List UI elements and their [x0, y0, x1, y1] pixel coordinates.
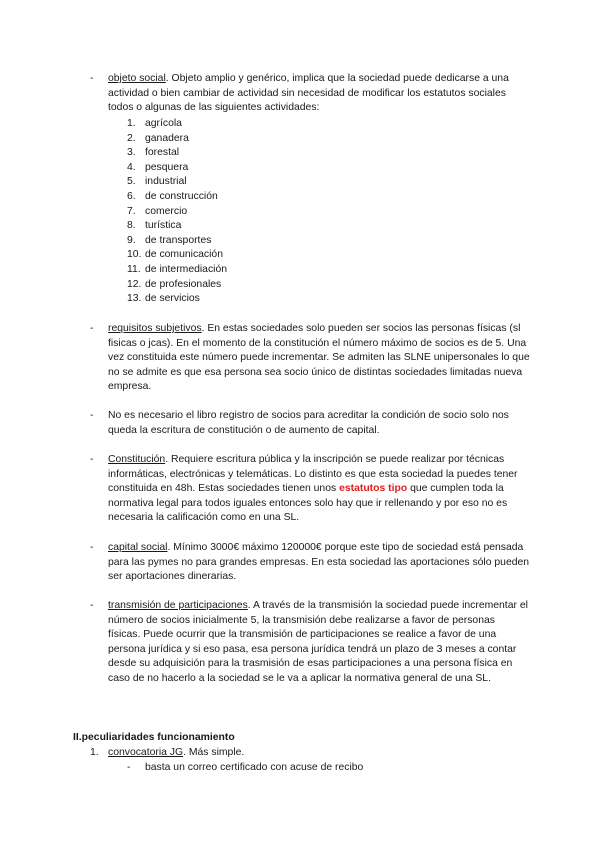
capital-social-term: capital social	[108, 542, 168, 553]
requisitos-subjetivos-text: . En estas sociedades solo pueden ser socios las personas físicas (sl fisicas o jcas). En el momento de la constitución el número máximo de socios es de 5. Una vez constituida este número puede incrementar. Se admiten las SLNE unipersonales lo que no se admite es que esa persona sea socio único de distintas sociedades limitadas nueva empresa.	[108, 323, 530, 393]
list-label: turística	[145, 220, 182, 232]
activities-list	[127, 117, 227, 307]
transmision-paragraph	[108, 599, 530, 687]
objeto-social-term: objeto social	[108, 73, 166, 84]
convocatoria-subitem-text: basta un correo certificado con acuse de recibo	[145, 762, 364, 773]
list-item	[127, 292, 227, 307]
list-label: de comunicación	[145, 249, 223, 261]
objeto-social-item	[90, 72, 530, 116]
list-label: de intermediación	[145, 263, 228, 275]
constitucion-paragraph	[108, 453, 530, 526]
list-item	[127, 234, 227, 249]
list-number: 6.	[127, 190, 136, 202]
constitucion-text-after: que cumplen toda la normativa legal para todos iguales entonces solo hay que ir rellenando y por eso no es necesaria la calificación como en una SL.	[108, 483, 508, 524]
transmision-item	[90, 599, 530, 687]
list-number: 5.	[127, 176, 136, 188]
list-label: industrial	[145, 176, 187, 188]
list-number: 9.	[127, 234, 136, 246]
bullet-dash: -	[90, 73, 94, 84]
list-number: 1.	[90, 747, 99, 758]
bullet-dash: -	[90, 323, 94, 334]
list-label: ganadera	[145, 132, 189, 144]
convocatoria-term: convocatoria JG	[108, 747, 184, 758]
list-label: de servicios	[145, 293, 200, 305]
section-heading: II.peculiaridades funcionamiento	[73, 732, 235, 743]
capital-social-paragraph	[108, 541, 530, 585]
list-item	[127, 263, 227, 278]
bullet-dash: -	[90, 600, 94, 611]
list-item	[127, 175, 227, 190]
bullet-dash: -	[127, 762, 131, 773]
list-number: 10.	[127, 249, 142, 261]
estatutos-tipo-highlight: estatutos tipo	[339, 483, 408, 495]
list-label: pesquera	[145, 161, 189, 173]
capital-social-item	[90, 541, 530, 585]
list-label: de construcción	[145, 190, 218, 202]
list-number: 8.	[127, 220, 136, 232]
bullet-dash: -	[90, 542, 94, 553]
requisitos-subjetivos-paragraph	[108, 322, 530, 395]
list-item	[127, 190, 227, 205]
list-number: 4.	[127, 161, 136, 173]
list-item	[127, 132, 227, 147]
list-item	[127, 146, 227, 161]
bullet-dash: -	[90, 454, 94, 465]
libro-registro-paragraph: No es necesario el libro registro de socios para acreditar la condición de socio solo nos queda la escritura de constitución o de aumento de capital.	[108, 410, 509, 436]
objeto-social-paragraph	[108, 72, 530, 116]
list-number: 13.	[127, 293, 142, 305]
list-item	[127, 117, 227, 132]
convocatoria-subitem	[127, 761, 363, 776]
objeto-social-text: . Objeto amplio y genérico, implica que la sociedad puede dedicarse a una actividad o bien cambiar de actividad sin necesidad de modificar los estatutos sociales todos o algunas de las siguientes actividades:	[108, 73, 509, 114]
convocatoria-text: . Más simple.	[183, 747, 245, 758]
list-number: 2.	[127, 132, 136, 144]
requisitos-subjetivos-item	[90, 322, 530, 395]
libro-registro-item	[90, 409, 530, 438]
list-label: de profesionales	[145, 278, 222, 290]
constitucion-text-before: . Requiere escritura pública y la inscripción se puede realizar por técnicas informáticas, electrónicas y telemáticas. Lo distinto es que esta sociedad la puedes tener constituida en 48h. Estas sociedades tienen unos	[108, 454, 518, 495]
requisitos-subjetivos-term: requisitos subjetivos	[108, 323, 202, 334]
list-number: 12.	[127, 278, 142, 290]
list-number: 11.	[127, 263, 141, 275]
list-label: agrícola	[145, 118, 182, 129]
list-item	[127, 205, 227, 220]
list-number: 1.	[127, 118, 136, 129]
list-number: 3.	[127, 147, 136, 159]
list-item	[127, 219, 227, 234]
bullet-dash: -	[90, 410, 94, 421]
convocatoria-item	[90, 746, 244, 761]
list-item	[127, 161, 227, 176]
list-label: forestal	[145, 147, 180, 159]
list-label: comercio	[145, 205, 188, 217]
transmision-term: transmisión de participaciones	[108, 600, 248, 611]
constitucion-term: Constitución	[108, 454, 166, 465]
capital-social-text: . Mínimo 3000€ máximo 120000€ porque este tipo de sociedad está pensada para las pymes no para grandes empresas. En esta sociedad las aportaciones sólo pueden ser aportaciones dinerarias.	[108, 542, 530, 583]
list-number: 7.	[127, 205, 136, 217]
transmision-text: . A través de la transmisión la sociedad puede incrementar el número de socios inicialmente 5, la transmisión debe realizarse a favor de personas físicas. Puede ocurrir que la transmisión de participaciones se realice a favor de una persona jurídica y si eso pasa, esa persona jurídica tendrá un plazo de 3 meses a contar desde su adquisición para la trasmisión de esas participaciones a una persona física en caso de no hacerlo a la sociedad se le va a aplicar la normativa general de una SL.	[108, 600, 528, 684]
list-item	[127, 278, 227, 293]
list-item	[127, 248, 227, 263]
constitucion-item	[90, 453, 530, 526]
list-label: de transportes	[145, 234, 212, 246]
